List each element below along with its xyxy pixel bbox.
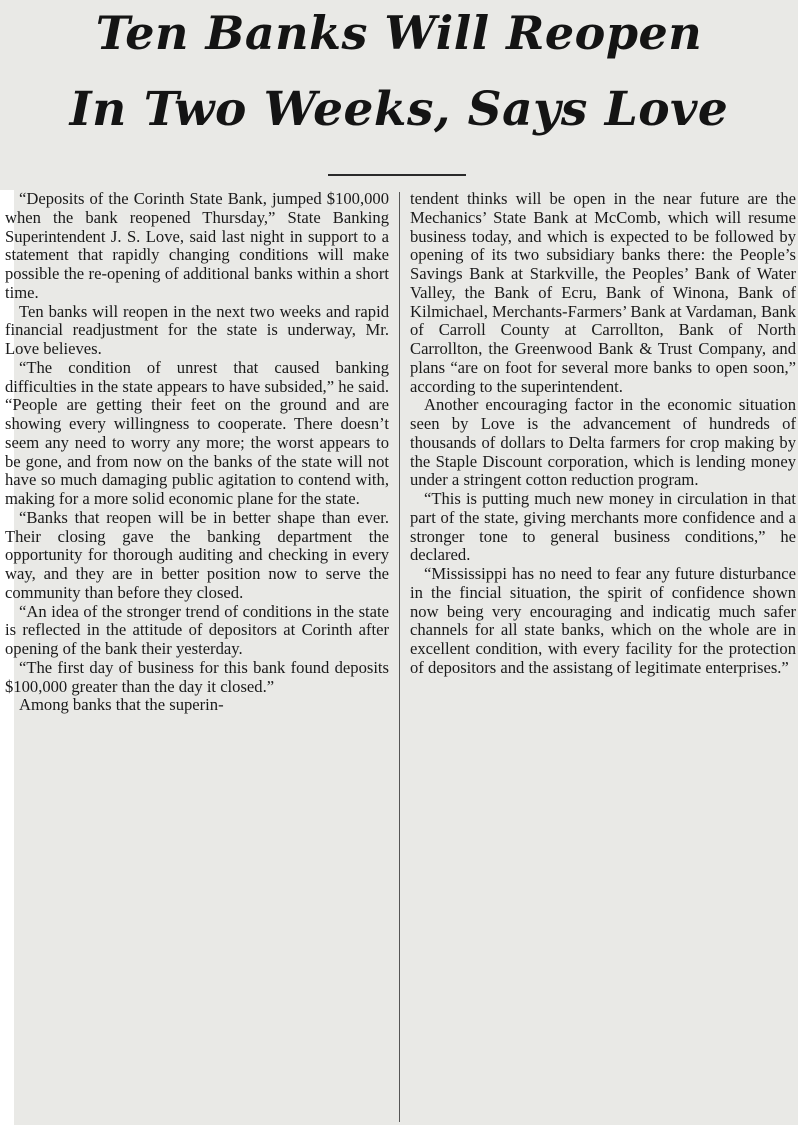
- paragraph: “This is putting much new money in circulation in that part of the state, giving merchants more confidence and a stronger tone to general business conditions,” he declared.: [410, 489, 796, 565]
- paragraph: “The first day of business for this bank found deposits $100,000 greater than the day it closed.”: [5, 657, 389, 696]
- paragraph: “Mississippi has no need to fear any future disturbance in the fincial situation, the spirit of confidence shown now being very encouraging and indicatig much safer channels for all state banks, which on the whole are in excellent condition, with every facility for the protection of depositors and the assistang of legitimate enterprises.”: [410, 564, 796, 677]
- paragraph: “The condition of unrest that caused banking difficulties in the state appears to have subsided,” he said. “People are getting their feet on the ground and are showing every willingness to cooperate. There doesn’t seem any need to worry any more; the worst appears to be gone, and from now on the banks of the state will not have so much damaging public agitation to contend with, making for a more solid economic plane for the state.: [5, 357, 389, 508]
- paragraph: Another encouraging factor in the economic situation seen by Love is the advancement of hundreds of thousands of dollars to Delta farmers for crop making by the Staple Discount corporation, which is lending money under a stringent cotton reduction program.: [410, 395, 796, 490]
- headline-line-1: Ten Banks Will Reopen: [95, 6, 703, 60]
- article-column-left: [5, 190, 389, 715]
- paragraph: “Banks that reopen will be in better shape than ever. Their closing gave the banking department the opportunity for thorough auditing and checking in every way, and they are in better position now to serve the community than before they closed.: [5, 507, 389, 602]
- headline-line-2: In Two Weeks, Says Love: [69, 82, 729, 137]
- paragraph: tendent thinks will be open in the near future are the Mechanics’ State Bank at McComb, which will resume business today, and which is expected to be followed by opening of its two subsidiary banks there: the People’s Savings Bank at Starkville, the Peoples’ Bank of Water Valley, the Bank of Ecru, Bank of Winona, Bank of Kilmichael, Merchants-Farmers’ Bank at Vardaman, Bank of Carroll County at Carrollton, Bank of North Carrollton, the Greenwood Bank & Trust Company, and plans “are on foot for several more banks to open soon,” according to the superintendent.: [410, 189, 796, 396]
- paragraph: Among banks that the superin-: [19, 695, 224, 715]
- column-divider: [399, 192, 400, 1122]
- paragraph: Ten banks will reopen in the next two weeks and rapid financial readjustment for the state is underway, Mr. Love believes.: [5, 301, 389, 358]
- article-column-right: [410, 190, 796, 678]
- paragraph: “Deposits of the Corinth State Bank, jumped $100,000 when the bank reopened Thursday,” State Banking Superintendent J. S. Love, said last night in support to a statement that rapidly changing conditions will make possible the re-opening of additional banks within a short time.: [5, 189, 389, 302]
- paragraph: “An idea of the stronger trend of conditions in the state is reflected in the attitude of depositors at Corinth after opening of the bank their yesterday.: [5, 601, 389, 658]
- headline-rule: [328, 174, 466, 176]
